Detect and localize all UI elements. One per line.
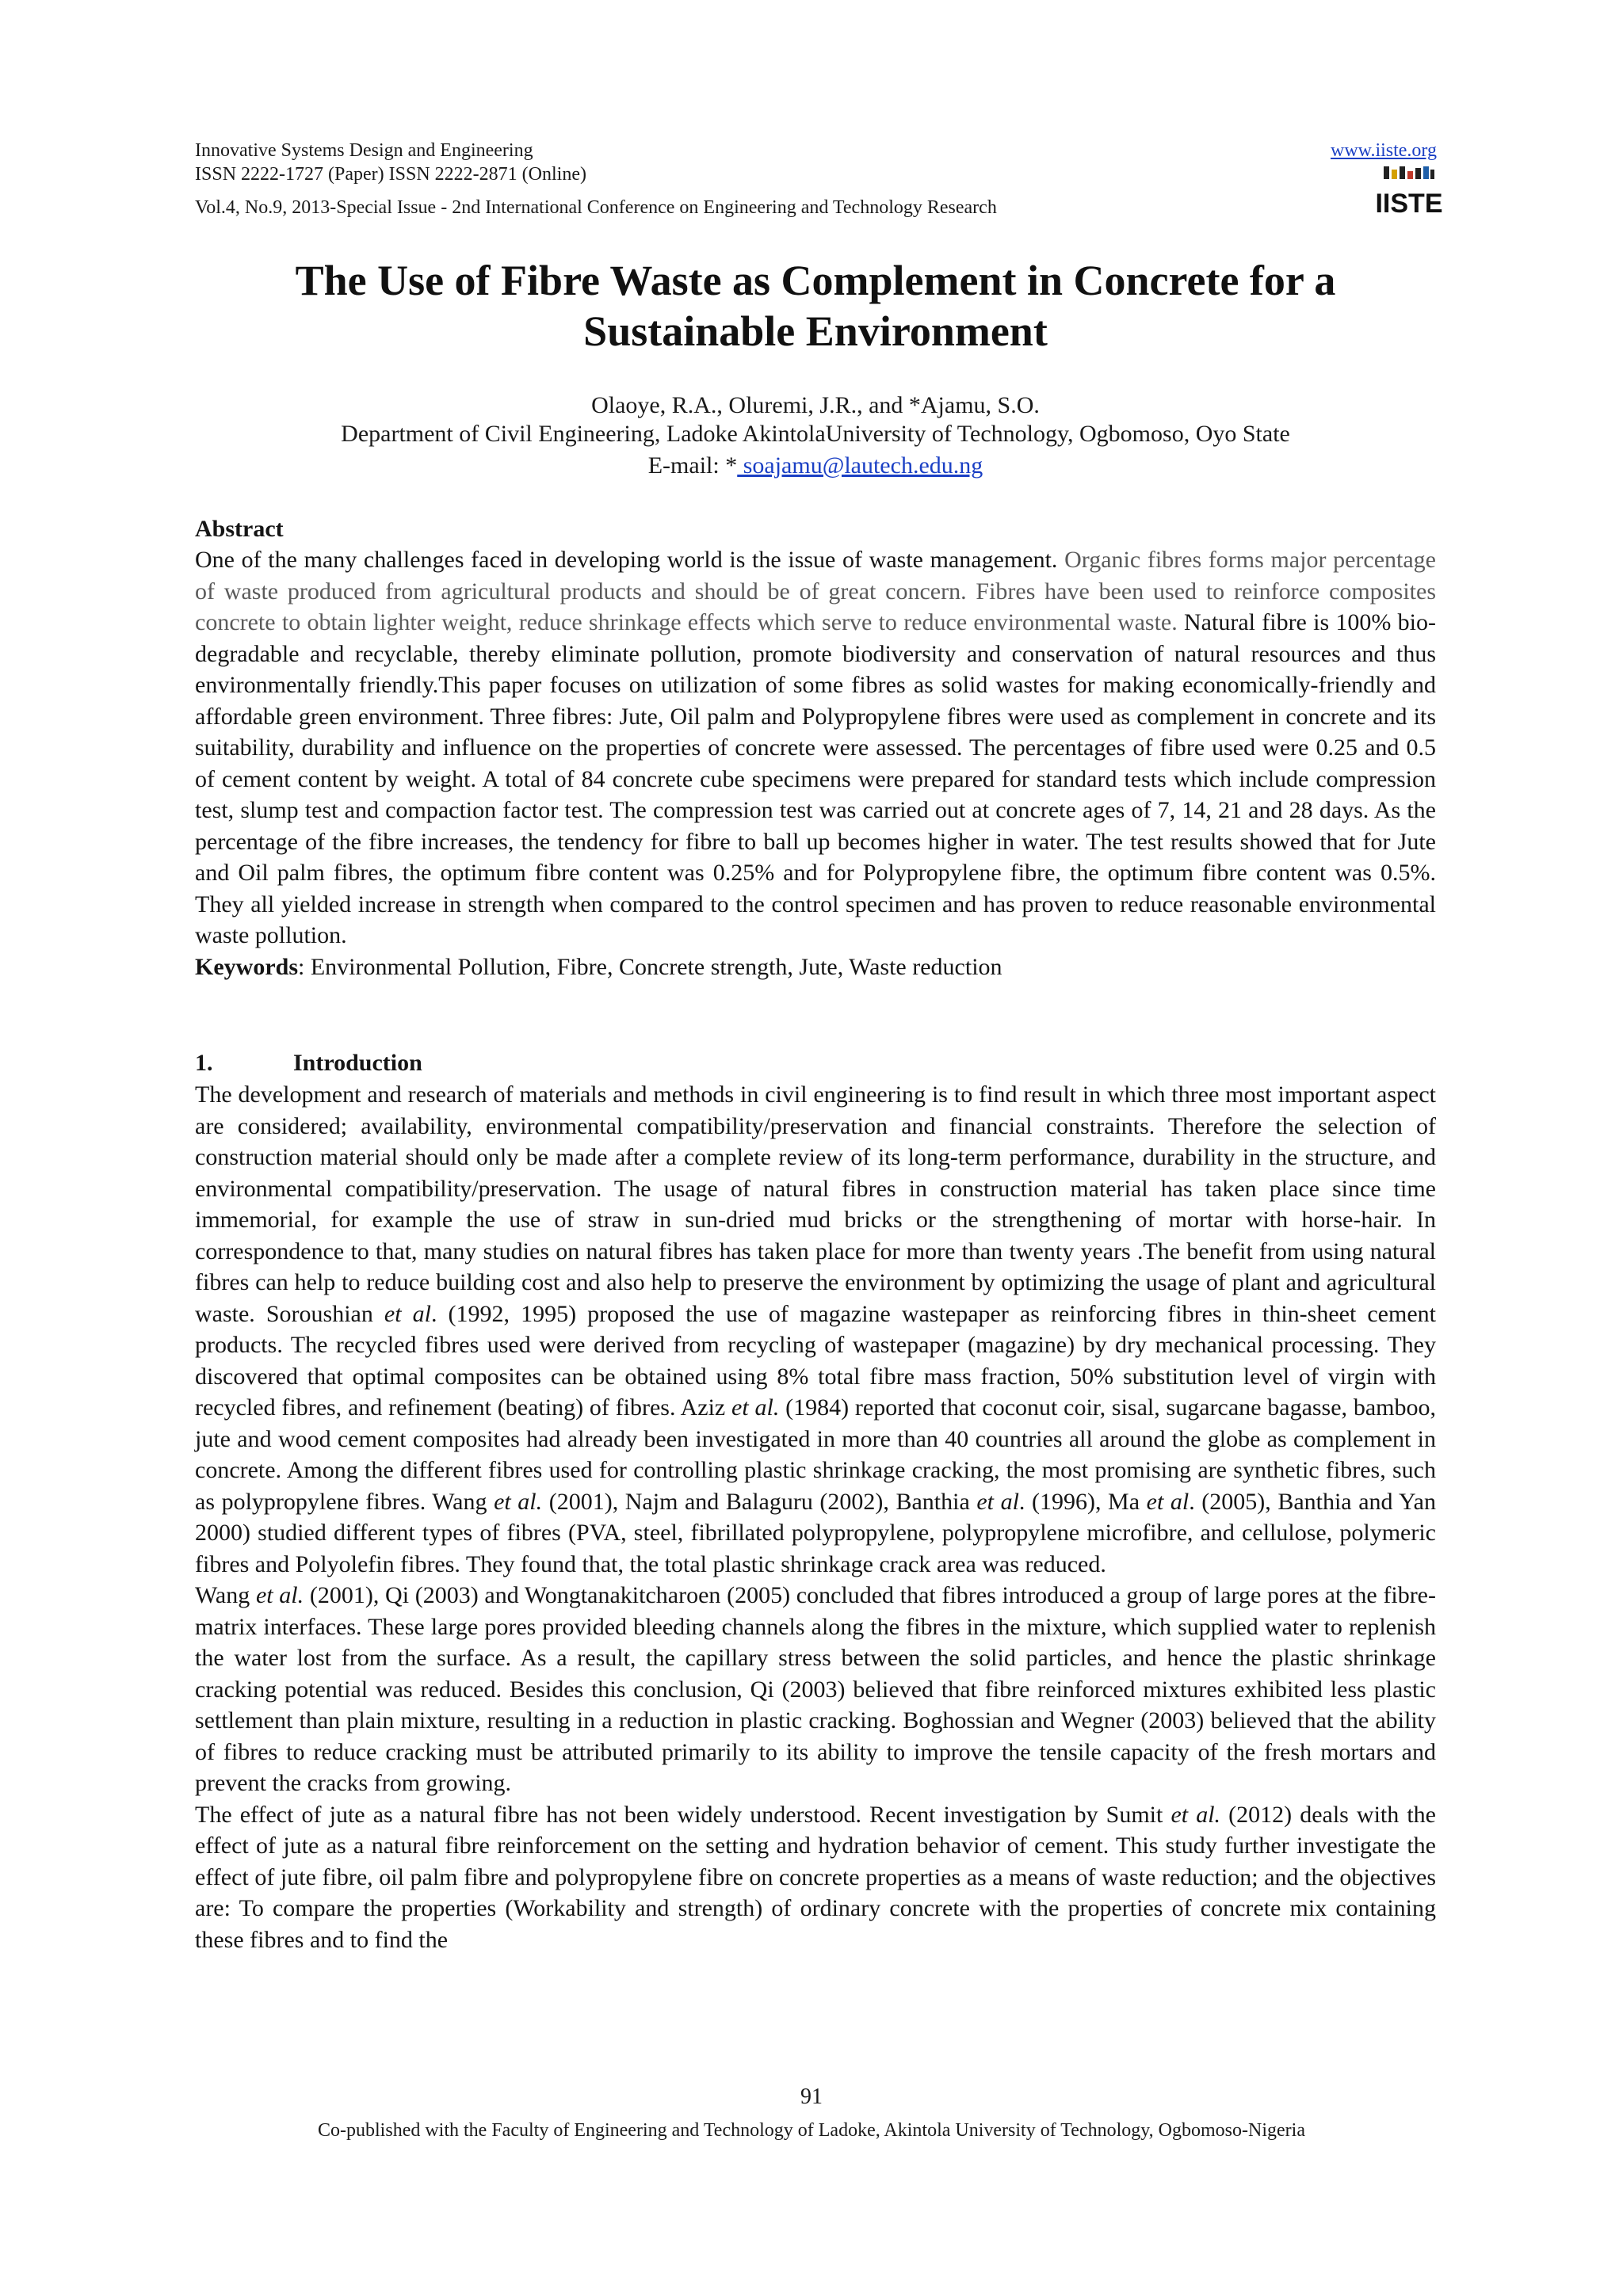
page-footer: Co-published with the Faculty of Engineering and Technology of Ladoke, Akintola University of Technology, Ogbomoso-Nigeria bbox=[318, 2120, 1305, 2141]
section-title: Introduction bbox=[293, 1050, 422, 1076]
paper-authors: Olaoye, R.A., Oluremi, J.R., and *Ajamu, S.O. bbox=[591, 392, 1040, 418]
intro-paragraph-2: Wang et al. (2001), Qi (2003) and Wongtanakitcharoen (2005) concluded that fibres introduced a group of large pores at the fibre-matrix interfaces. These large pores provided bleeding channels along the fibres in the mixture, which supplied water to replenish the water lost from the surface. As a result, the capillary stress between the solid particles, and hence the plastic shrinkage cracking potential was reduced. Besides this conclusion, Qi (2003) believed that fibre reinforced mixtures exhibited less plastic settlement than plain mixture, resulting in a reduction in plastic cracking. Boghossian and Wegner (2003) believed that the ability of fibres to reduce cracking must be attributed primarily to its ability to improve the tensile capacity of the fresh mortars and prevent the cracks from growing. bbox=[195, 1582, 1436, 1796]
intro-paragraph-3: The effect of jute as a natural fibre has not been widely understood. Recent investigation by Sumit et al. (2012) deals with the effect of jute as a natural fibre reinforcement on the setting and hydration behavior of cement. This study further investigate the effect of jute fibre, oil palm fibre and polypropylene fibre on concrete properties as a means of waste reduction; and the objectives are: To compare the properties (Workability and strength) of ordinary concrete with the properties of concrete mix containing these fibres and to find the bbox=[195, 1801, 1436, 1953]
abstract-text-part: Organic fibres forms major percentage of waste produced from agricultural products and should be of great concern. Fibres have been used to reinforce composites concrete to obtain lighter weight, reduce shrinkage effects which serve to reduce environmental waste. bbox=[195, 547, 1436, 635]
abstract-heading: Abstract bbox=[195, 516, 284, 542]
keywords-list: : Environmental Pollution, Fibre, Concrete strength, Jute, Waste reduction bbox=[298, 953, 1002, 980]
introduction-body bbox=[195, 1079, 1436, 1955]
intro-paragraph-1: The development and research of materials and methods in civil engineering is to find result in which three most important aspect are considered; availability, environmental compatibility/preservation and financial constraints. Therefore the selection of construction material should only be made after a complete review of its long-term performance, durability in the structure, and environmental compatibility/preservation. The usage of natural fibres in construction material has taken place since time immemorial, for example the use of straw in sun-dried mud bricks or the strengthening of mortar with horse-hair. In correspondence to that, many studies on natural fibres has taken place for more than twenty years .The benefit from using natural fibres can help to reduce building cost and also help to preserve the environment by optimizing the usage of plant and agricultural waste. Soroushian et al. (1992, 1995) proposed the use of magazine wastepaper as reinforcing fibres in thin-sheet cement products. The recycled fibres used were derived from recycling of wastepaper (magazine) by dry mechanical processing. They discovered that optimal composites can be obtained using 8% total fibre mass fraction, 50% substitution level of virgin with recycled fibres, and refinement (beating) of fibres. Aziz et al. (1984) reported that coconut coir, sisal, sugarcane bagasse, bamboo, jute and wood cement composites had already been investigated in more than 40 countries all around the globe as complement in concrete. Among the different fibres used for controlling plastic shrinkage cracking, the most promising are synthetic fibres, such as polypropylene fibres. Wang et al. (2001), Najm and Balaguru (2002), Banthia et al. (1996), Ma et al. (2005), Banthia and Yan 2000) studied different types of fibres (PVA, steel, fibrillated polypropylene, polypropylene microfibre, and cellulose, polymeric fibres and Polyolefin fibres. They found that, the total plastic shrinkage crack area was reduced. bbox=[195, 1081, 1436, 1577]
logo-lettering: IISTE bbox=[1375, 189, 1443, 219]
abstract-text-part: One of the many challenges faced in developing world is the issue of waste management. bbox=[195, 547, 1065, 573]
journal-website-link[interactable]: www.iiste.org bbox=[1331, 140, 1437, 161]
abstract-body bbox=[195, 544, 1436, 982]
page-number: 91 bbox=[800, 2084, 823, 2109]
section-number: 1. bbox=[195, 1050, 213, 1076]
email-link[interactable]: soajamu@lautech.edu.ng bbox=[737, 452, 983, 479]
keywords-line bbox=[195, 952, 1436, 983]
abstract-paragraph bbox=[195, 544, 1436, 952]
keywords-label: Keywords bbox=[195, 953, 298, 980]
journal-volume: Vol.4, No.9, 2013-Special Issue - 2nd International Conference on Engineering and Technology Research bbox=[195, 197, 997, 218]
journal-issn: ISSN 2222-1727 (Paper) ISSN 2222-2871 (Online) bbox=[195, 164, 586, 185]
abstract-text-part: Natural fibre is 100% bio-degradable and recyclable, thereby eliminate pollution, promote biodiversity and conservation of natural resources and thus environmentally friendly.This paper focuses on utilization of some fibres as solid wastes for making economically-friendly and affordable green environment. Three fibres: Jute, Oil palm and Polypropylene fibres were used as complement in concrete and its suitability, durability and influence on the properties of concrete were assessed. The percentages of fibre used were 0.25 and 0.5 of cement content by weight. A total of 84 concrete cube specimens were prepared for standard tests which include compression test, slump test and compaction factor test. The compression test was carried out at concrete ages of 7, 14, 21 and 28 days. As the percentage of the fibre increases, the tendency for fibre to ball up becomes higher in water. The test results showed that for Jute and Oil palm fibres, the optimum fibre content was 0.25% and for Polypropylene fibre, the optimum fibre content was 0.5%. They all yielded increase in strength when compared to the control specimen and has proven to reduce reasonable environmental waste pollution. bbox=[195, 609, 1436, 948]
email-label: E-mail: * bbox=[647, 452, 738, 479]
paper-affiliation: Department of Civil Engineering, Ladoke AkintolaUniversity of Technology, Ogbomoso, Oyo State bbox=[341, 421, 1290, 447]
introduction-heading bbox=[195, 1047, 1436, 1079]
paper-title: The Use of Fibre Waste as Complement in Concrete for a Sustainable Environment bbox=[295, 257, 1336, 355]
contact-email-line bbox=[195, 452, 1436, 480]
iiste-logo-icon bbox=[1375, 165, 1443, 219]
journal-name: Innovative Systems Design and Engineering bbox=[195, 140, 533, 161]
